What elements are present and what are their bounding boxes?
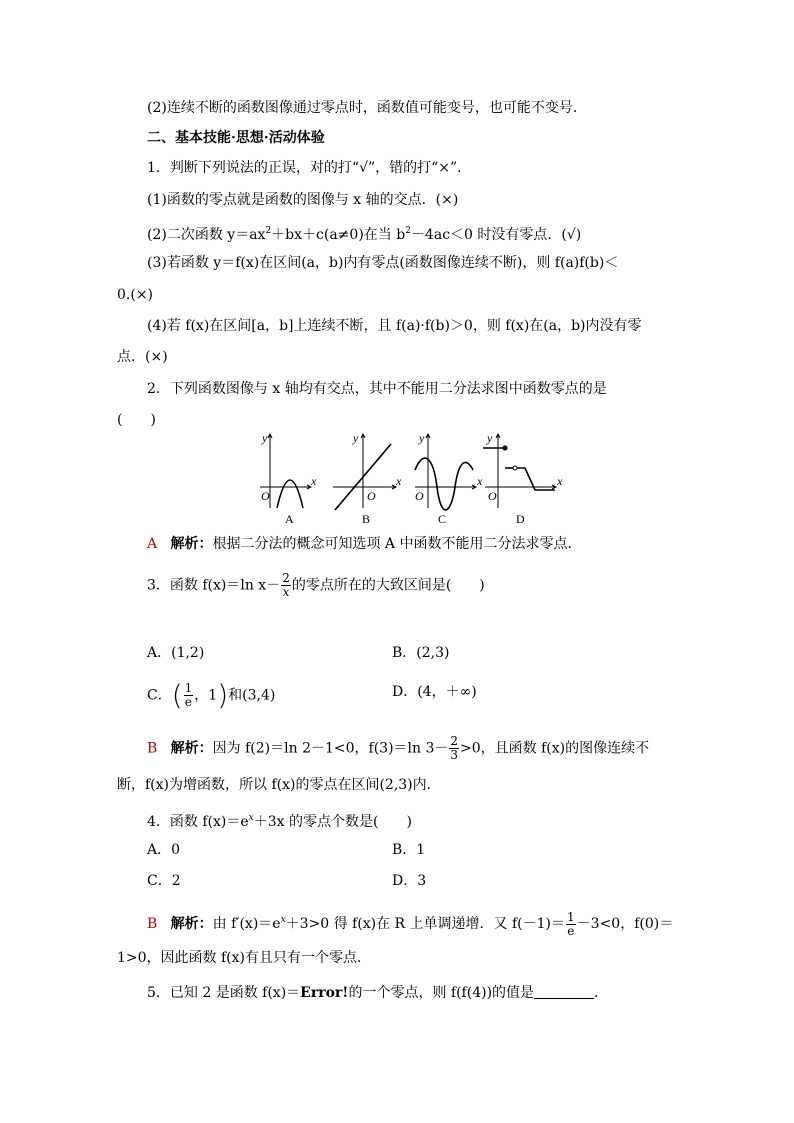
- question-1-statement-4-cont: 点．(×): [117, 349, 168, 365]
- question-1-statement-2: (2)二次函数 $y=ax^2+bx+c(a\ne 0)$在当 $b^2-4ac<0$ 时没有零点．(√): [147, 226, 582, 243]
- question-1-statement-3-cont: 0.(×): [117, 287, 154, 303]
- graph-b-label: B: [362, 512, 371, 526]
- graph-d-x-label: x: [557, 474, 563, 488]
- question-1-statement-4: (4)若 f(x)在区间[a，b]上连续不断，且 f(a)·f(b)＞0，则 f(x)在(a，b)内没有零: [147, 318, 642, 334]
- question-4-option-a: A．0: [147, 842, 181, 858]
- function-graphs-figure: [255, 430, 565, 530]
- question-4-option-b: B．1: [392, 842, 426, 858]
- question-5-stem: 5．已知 2 是函数 f(x)＝Error!的一个零点，则 f(f(4))的值是 ．: [147, 985, 609, 1001]
- question-2-paren: ( ): [117, 412, 156, 428]
- graph-a-label: A: [285, 512, 294, 526]
- graph-b: [333, 434, 396, 510]
- graph-b-x-label: x: [396, 474, 402, 488]
- section-heading: 二、基本技能·思想·活动体验: [147, 130, 325, 146]
- graph-a-x-label: x: [311, 474, 317, 488]
- question-2-analysis: A 解析：根据二分法的概念可知选项 A 中函数不能用二分法求零点．: [147, 536, 582, 552]
- graph-d-y-label: y: [487, 431, 493, 445]
- question-3-analysis-cont: 断，f(x)为增函数，所以 f(x)的零点在区间(2,3)内．: [117, 777, 441, 793]
- question-4-answer: B: [147, 916, 158, 932]
- graph-c-y-label: y: [419, 431, 425, 445]
- graph-b-y-label: y: [353, 431, 359, 445]
- question-4-stem: 4．函数 $f(x)=e^x+3x$ 的零点个数是( ): [147, 813, 412, 830]
- graph-d-label: D: [516, 512, 525, 526]
- question-3-stem: 3．函数 f(x)＝ln x－ $\frac{2}{x}$ 的零点所在的大致区间是( ): [147, 571, 485, 599]
- graph-a-origin: O: [261, 489, 270, 503]
- graph-c-origin: O: [415, 489, 424, 503]
- question-3-option-b: B．(2,3): [392, 645, 450, 661]
- question-3-option-d: D．(4，＋∞): [392, 684, 477, 700]
- question-3-answer: B: [147, 740, 158, 757]
- question-4-analysis-cont: 1>0，因此函数 f(x)有且只有一个零点．: [117, 950, 371, 966]
- question-3-option-a: A．(1,2): [147, 645, 205, 661]
- graph-a-y-label: y: [262, 431, 268, 445]
- paragraph-continuation: (2)连续不断的函数图像通过零点时，函数值可能变号，也可能不变号．: [147, 100, 587, 116]
- answer-blank[interactable]: [534, 984, 594, 999]
- question-4-option-c: C．2: [147, 873, 181, 889]
- question-4-analysis: B 解析：由 $f'(x)=e^x+3>0$ 得 f(x)在 R 上单调递增．又 f(－1)＝ $\frac{1}{e}$ －3<0，f(0)＝: [147, 909, 674, 938]
- graph-b-origin: O: [367, 489, 376, 503]
- question-2-stem: 2．下列函数图像与 x 轴均有交点，其中不能用二分法求图中函数零点的是: [147, 381, 607, 397]
- graph-c: [415, 434, 476, 510]
- question-3-analysis: B 解析：因为 f(2)＝ln 2－1<0，f(3)＝ln 3－ $\frac{2}{3}$ >0，且函数 f(x)的图像连续不: [147, 734, 650, 762]
- question-2-answer: A: [147, 536, 158, 552]
- graph-d-origin: O: [488, 489, 497, 503]
- question-1-stem: 1．判断下列说法的正误，对的打“√”，错的打“×”．: [147, 160, 472, 176]
- question-1-statement-1: (1)函数的零点就是函数的图像与 x 轴的交点．(×): [147, 192, 459, 208]
- question-1-statement-3: (3)若函数 y＝f(x)在区间(a，b)内有零点(函数图像连续不断)，则 f(a)f(b)＜: [147, 255, 619, 271]
- question-3-option-c: C．( $\frac{1}{e}$ ，1)和(3,4): [147, 678, 276, 712]
- graph-c-label: C: [438, 512, 447, 526]
- question-4-option-d: D．3: [392, 873, 427, 889]
- graph-c-x-label: x: [477, 474, 483, 488]
